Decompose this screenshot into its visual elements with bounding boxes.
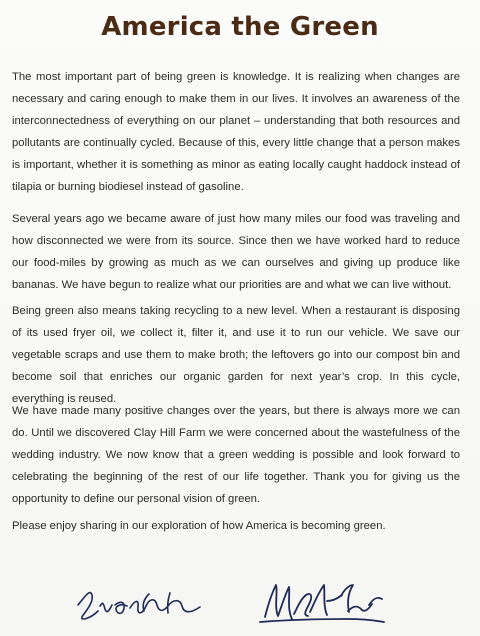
paragraph-2: Several years ago we became aware of just how many miles our food was traveling and how disconnected we were from its source. Since then we have worked hard to reduce our food-miles by growing as much as we can ourselves and giving up produce like bananas. We have begun to realize what our priorities are and what we can live without. [12,213,460,291]
signature-right [258,575,388,629]
page-title: America the Green [101,12,379,42]
paragraph-5: Please enjoy sharing in our exploration of how America is becoming green. [12,520,386,532]
paragraph-4: We have made many positive changes over the years, but there is always more we can do. Until we discovered Clay Hill Farm we were concerned about the wastefulness of the wedding industry. We now know that a green wedding is possible and look forward to celebrating the beginning of the rest of our life together. Thank you for giving us the opportunity to define our personal vision of green. [12,405,460,505]
signature-left [72,575,212,629]
paragraph-1: The most important part of being green is knowledge. It is realizing when changes are necessary and caring enough to make them in our lives. It involves an awareness of the interconnectedness of everything on our planet – understanding that both resources and pollutants are continually cycled. Because of this, every little change that a person makes is important, whether it is something as minor as eating locally caught haddock instead of tilapia or burning biodiesel instead of gasoline. [12,71,460,193]
paragraph-3: Being green also means taking recycling to a new level. When a restaurant is disposing of its used fryer oil, we collect it, filter it, and use it to run our vehicle. We save our vegetable scraps and use them to make broth; the leftovers go into our compost bin and become soil that enriches our organic garden for next year’s crop. In this cycle, everything is reused. [12,305,460,405]
